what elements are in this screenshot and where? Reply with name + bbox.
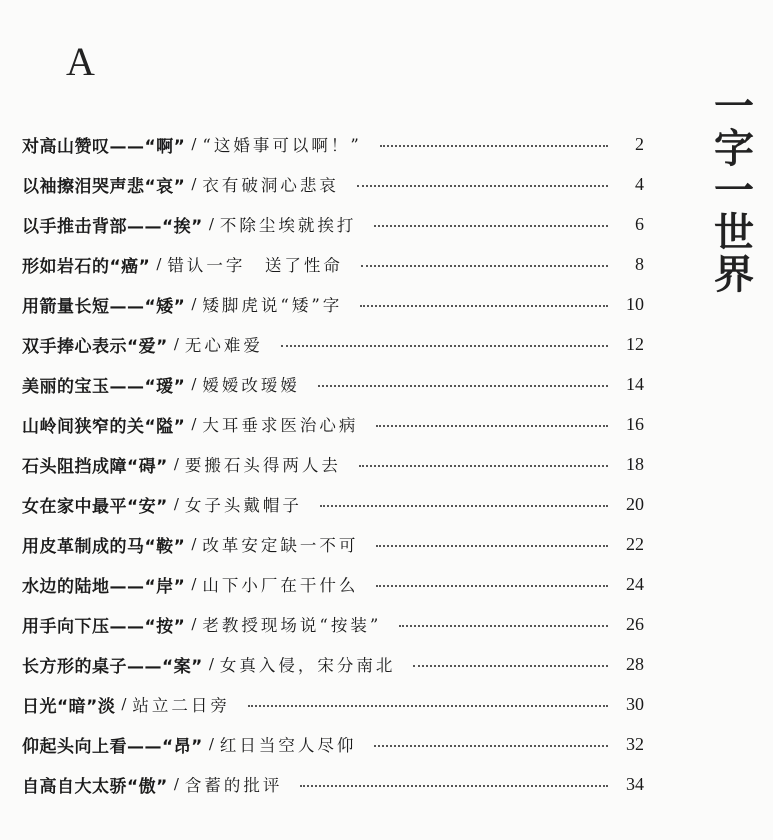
entry-separator: /: [191, 615, 197, 633]
dot-leader: [318, 385, 608, 387]
entry-title: 用皮革制成的马“鞍”: [22, 536, 186, 557]
entry-title: 对高山赞叹——“啊”: [22, 136, 186, 157]
entry-title: 日光“暗”淡: [22, 696, 116, 717]
entry-subtitle: 红日当空人尽仰: [219, 736, 357, 755]
entry-title: 用手向下压——“按”: [22, 616, 186, 637]
dot-leader: [248, 705, 608, 707]
entry-subtitle: 女真入侵，宋分南北: [219, 656, 396, 675]
entry-title: 女在家中最平“安”: [22, 496, 168, 517]
dot-leader: [413, 665, 608, 667]
dot-leader: [300, 785, 608, 787]
entry-subtitle: 改革安定缺一不可: [202, 536, 359, 555]
entry-separator: /: [156, 255, 162, 273]
entry-page-number: 20: [626, 493, 644, 514]
toc-entry[interactable]: [22, 484, 644, 524]
entry-subtitle: 无心难爱: [184, 336, 263, 355]
entry-title: 水边的陆地——“岸”: [22, 576, 186, 597]
book-title-char: 界: [714, 251, 754, 298]
entry-title: 自高自大太骄“傲”: [22, 776, 168, 797]
dot-leader: [399, 625, 608, 627]
entry-title: 仰起头向上看——“昂”: [22, 736, 203, 757]
entry-subtitle: 老教授现场说“按装”: [202, 616, 382, 635]
dot-leader: [361, 265, 608, 267]
book-title-char: 一: [714, 83, 754, 130]
entry-separator: /: [191, 295, 197, 313]
entry-separator: /: [173, 495, 179, 513]
section-letter: A: [66, 39, 95, 84]
dot-leader: [380, 145, 608, 147]
toc-entry[interactable]: [22, 284, 644, 324]
toc-entry[interactable]: [22, 404, 644, 444]
entry-page-number: 28: [626, 653, 644, 674]
dot-leader: [374, 225, 608, 227]
dot-leader: [376, 585, 608, 587]
book-title-char: 字: [714, 125, 754, 172]
entry-separator: /: [191, 575, 197, 593]
entry-separator: /: [173, 335, 179, 353]
toc-entry[interactable]: [22, 564, 644, 604]
toc-entry[interactable]: [22, 644, 644, 684]
entry-separator: /: [208, 735, 214, 753]
dot-leader: [320, 505, 608, 507]
entry-title: 双手捧心表示“爱”: [22, 336, 168, 357]
entry-subtitle: 不除尘埃就挨打: [219, 216, 357, 235]
entry-separator: /: [208, 655, 214, 673]
entry-page-number: 24: [626, 573, 644, 594]
entry-subtitle: 女子头戴帽子: [184, 496, 302, 515]
entry-separator: /: [191, 175, 197, 193]
entry-page-number: 16: [626, 413, 644, 434]
toc-entry[interactable]: [22, 164, 644, 204]
entry-subtitle: 错认一字 送了性命: [167, 256, 343, 275]
entry-separator: /: [173, 775, 179, 793]
entry-page-number: 4: [635, 173, 644, 194]
entry-separator: /: [208, 215, 214, 233]
entry-page-number: 2: [635, 133, 644, 154]
toc-entry[interactable]: [22, 124, 644, 164]
entry-separator: /: [121, 695, 127, 713]
dot-leader: [357, 185, 608, 187]
entry-title: 以手推击背部——“挨”: [22, 216, 203, 237]
entry-subtitle: 大耳垂求医治心病: [202, 416, 359, 435]
entry-separator: /: [173, 455, 179, 473]
entry-subtitle: 山下小厂在干什么: [202, 576, 359, 595]
entry-separator: /: [191, 415, 197, 433]
entry-title: 以袖擦泪哭声悲“哀”: [22, 176, 186, 197]
entry-page-number: 26: [626, 613, 644, 634]
entry-page-number: 10: [626, 293, 644, 314]
entry-separator: /: [191, 375, 197, 393]
entry-page-number: 22: [626, 533, 644, 554]
toc-entry[interactable]: [22, 204, 644, 244]
entry-separator: /: [191, 135, 197, 153]
entry-title: 用箭量长短——“矮”: [22, 296, 186, 317]
entry-title: 长方形的桌子——“案”: [22, 656, 203, 677]
entry-title: 形如岩石的“癌”: [22, 256, 151, 277]
book-title-char: 一: [714, 167, 754, 214]
toc-entry[interactable]: [22, 244, 644, 284]
table-of-contents: [22, 124, 644, 804]
entry-page-number: 12: [626, 333, 644, 354]
toc-entry[interactable]: [22, 724, 644, 764]
entry-page-number: 8: [635, 253, 644, 274]
entry-subtitle: 站立二日旁: [132, 696, 230, 715]
toc-entry[interactable]: [22, 604, 644, 644]
entry-subtitle: 要搬石头得两人去: [184, 456, 341, 475]
entry-subtitle: 矮脚虎说“矮”字: [202, 296, 343, 315]
dot-leader: [360, 305, 608, 307]
dot-leader: [374, 745, 608, 747]
entry-title: 石头阻挡成障“碍”: [22, 456, 168, 477]
entry-page-number: 14: [626, 373, 644, 394]
entry-page-number: 32: [626, 733, 644, 754]
toc-entry[interactable]: [22, 764, 644, 804]
entry-page-number: 34: [626, 773, 644, 794]
toc-entry[interactable]: [22, 444, 644, 484]
dot-leader: [376, 545, 608, 547]
entry-title: 山岭间狭窄的关“隘”: [22, 416, 186, 437]
entry-subtitle: 含蓄的批评: [184, 776, 283, 795]
toc-entry[interactable]: [22, 684, 644, 724]
entry-page-number: 6: [635, 213, 644, 234]
entry-subtitle: 嫒嫒改瑷嫒: [202, 376, 300, 395]
dot-leader: [281, 345, 608, 347]
entry-page-number: 18: [626, 453, 644, 474]
toc-entry[interactable]: [22, 324, 644, 364]
entry-subtitle: “这婚事可以啊！”: [202, 136, 362, 155]
entry-subtitle: 衣有破洞心悲哀: [202, 176, 339, 195]
book-title-char: 世: [714, 209, 754, 256]
entry-separator: /: [191, 535, 197, 553]
dot-leader: [359, 465, 608, 467]
entry-title: 美丽的宝玉——“瑷”: [22, 376, 186, 397]
dot-leader: [376, 425, 608, 427]
book-title-vertical: [712, 83, 756, 298]
toc-entry[interactable]: [22, 364, 644, 404]
toc-entry[interactable]: [22, 524, 644, 564]
entry-page-number: 30: [626, 693, 644, 714]
